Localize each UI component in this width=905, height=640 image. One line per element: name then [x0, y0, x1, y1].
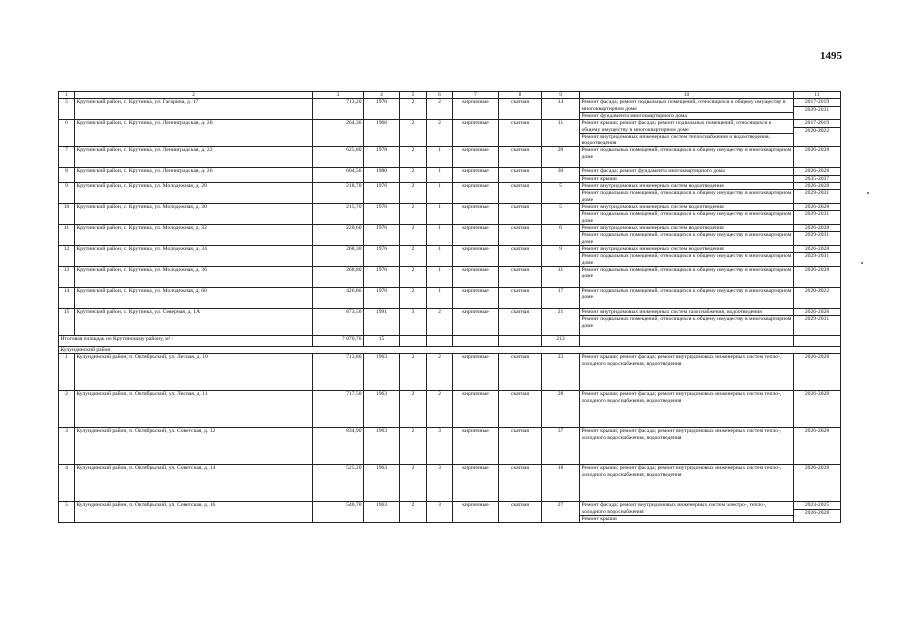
entrances-cell: 1 [427, 288, 453, 309]
period-cell [794, 428, 841, 465]
column-number: 1 [59, 92, 75, 99]
works-cell [580, 225, 794, 246]
column-number-row [59, 92, 841, 99]
floors-cell: 2 [400, 465, 427, 502]
entrances-cell: 2 [427, 309, 453, 336]
roof-type-cell: скатная [499, 120, 542, 147]
floors-cell: 2 [400, 391, 427, 428]
floors-cell: 2 [400, 267, 427, 288]
work-period: 2017-2019 [804, 120, 830, 127]
work-period: 2029-2031 [794, 231, 840, 238]
works-cell [580, 465, 794, 502]
wall-material-cell: кирпичные [453, 354, 499, 391]
period-cell [794, 147, 841, 168]
column-number: 8 [499, 92, 542, 99]
wall-material-cell: кирпичные [453, 502, 499, 523]
table-row [59, 309, 841, 336]
address-cell: Крутинский район, с. Крутинка, ул. Молодежная, д. 32 [75, 225, 313, 246]
year-cell: 1963 [364, 502, 400, 523]
table-row [59, 354, 841, 391]
floors-cell: 2 [400, 354, 427, 391]
work-item: Ремонт подвальных помещений, относящихся к общему имуществу в многоквартирном доме [581, 267, 792, 280]
works-cell [580, 204, 794, 225]
row-number: 3 [59, 428, 75, 465]
work-item: Ремонт подвальных помещений, относящихся к общему имуществу в многоквартирном доме [581, 288, 792, 301]
page-number: 1495 [820, 50, 842, 62]
row-number: 1 [59, 354, 75, 391]
floors-cell: 2 [400, 99, 427, 120]
works-cell [580, 502, 794, 523]
row-number: 12 [59, 246, 75, 267]
period-cell [794, 288, 841, 309]
column-9-cell: 17 [542, 288, 580, 309]
work-period: 2026-2028 [804, 391, 830, 398]
entrances-cell: 1 [427, 183, 453, 204]
column-number: 5 [400, 92, 427, 99]
year-cell: 1963 [364, 354, 400, 391]
area-cell: 873,50 [313, 309, 364, 336]
works-cell [580, 99, 794, 120]
works-cell [580, 183, 794, 204]
table-row [59, 465, 841, 502]
column-9-cell: 11 [542, 120, 580, 147]
area-cell: 717,50 [313, 391, 364, 428]
entrances-cell: 1 [427, 147, 453, 168]
floors-cell: 2 [400, 225, 427, 246]
wall-material-cell: кирпичные [453, 309, 499, 336]
capital-repair-table [58, 91, 841, 523]
wall-material-cell: кирпичные [453, 391, 499, 428]
entrances-cell: 3 [427, 465, 453, 502]
wall-material-cell: кирпичные [453, 183, 499, 204]
roof-type-cell: скатная [499, 465, 542, 502]
works-cell [580, 147, 794, 168]
table-row [59, 225, 841, 246]
row-number: 8 [59, 168, 75, 183]
works-cell [580, 309, 794, 336]
work-period: 2026-2028 [804, 465, 830, 472]
year-cell: 1976 [364, 288, 400, 309]
address-cell: Крутинский район, с. Крутинка, ул. Молодежная, д. 34 [75, 246, 313, 267]
roof-type-cell: скатная [499, 309, 542, 336]
column-number: 9 [542, 92, 580, 99]
total-area: 7 070,70 [313, 336, 364, 347]
column-number: 6 [427, 92, 453, 99]
row-number: 9 [59, 183, 75, 204]
work-item: Ремонт фасада; ремонт подвальных помещений, относящихся к общему имуществу в многоквартирном доме [581, 99, 786, 112]
entrances-cell: 1 [427, 168, 453, 183]
floors-cell: 2 [400, 183, 427, 204]
floors-cell: 3 [400, 309, 427, 336]
total-col4: 15 [364, 336, 400, 347]
address-cell: Крутинский район, с. Крутинка, ул. Ленинградская, д. 20 [75, 120, 313, 147]
address-cell: Крутинский район, с. Крутинка, ул. Молодежная, д. 36 [75, 267, 313, 288]
wall-material-cell: кирпичные [453, 246, 499, 267]
row-number: 5 [59, 99, 75, 120]
work-item: Ремонт подвальных помещений, относящихся к общему имуществу в многоквартирном доме [581, 316, 792, 329]
roof-type-cell: скатная [499, 267, 542, 288]
entrances-cell: 1 [427, 225, 453, 246]
area-cell: 218,70 [313, 183, 364, 204]
work-item: Ремонт внутридомовых инженерных систем водоотведения [581, 183, 724, 190]
entrances-cell: 3 [427, 502, 453, 523]
wall-material-cell: кирпичные [453, 267, 499, 288]
work-period: 2026-2028 [804, 225, 830, 232]
work-period: 2026-2028 [794, 509, 840, 516]
entrances-cell: 2 [427, 120, 453, 147]
area-cell: 215,70 [313, 204, 364, 225]
wall-material-cell: кирпичные [453, 120, 499, 147]
work-item: Ремонт крыши [580, 175, 793, 182]
column-9-cell: 23 [542, 354, 580, 391]
table-row [59, 391, 841, 428]
period-cell [794, 99, 841, 120]
period-cell [794, 309, 841, 336]
row-number: 13 [59, 267, 75, 288]
year-cell: 1963 [364, 428, 400, 465]
entrances-cell: 1 [427, 246, 453, 267]
empty-cell [427, 336, 453, 347]
work-item: Ремонт внутридомовых инженерных систем водоотведения [581, 246, 724, 253]
works-cell [580, 428, 794, 465]
address-cell: Кулундинский район, п. Октябрьский, ул. Лесная, д. 10 [75, 354, 313, 391]
column-9-cell: 21 [542, 309, 580, 336]
area-cell: 604,50 [313, 168, 364, 183]
work-period: 2029-2031 [794, 210, 840, 217]
table-row [59, 168, 841, 183]
period-cell [794, 225, 841, 246]
work-item: Ремонт крыши; ремонт фасада; ремонт внутридомовых инженерных систем тепло-, холодного водоснабжения, водоотведения [581, 465, 782, 478]
area-cell: 268,80 [313, 267, 364, 288]
entrances-cell: 1 [427, 267, 453, 288]
column-9-cell: 18 [542, 465, 580, 502]
work-item: Ремонт внутридомовых инженерных систем водоотведения [581, 225, 724, 232]
total-row [59, 336, 841, 347]
table-row [59, 120, 841, 147]
roof-type-cell: скатная [499, 99, 542, 120]
works-cell [580, 391, 794, 428]
roof-type-cell: скатная [499, 225, 542, 246]
address-cell: Кулундинский район, п. Октябрьский, ул. Советская, д. 16 [75, 502, 313, 523]
work-item: Ремонт подвальных помещений, относящихся к общему имуществу в многоквартирном доме [581, 211, 792, 224]
entrances-cell: 3 [427, 428, 453, 465]
work-item: Ремонт внутридомовых инженерных систем водоотведения [581, 204, 724, 211]
table-row [59, 502, 841, 523]
floors-cell: 2 [400, 428, 427, 465]
address-cell: Кулундинский район, п. Октябрьский, ул. Советская, д. 14 [75, 465, 313, 502]
column-9-cell: 14 [542, 99, 580, 120]
row-number: 10 [59, 204, 75, 225]
column-number: 4 [364, 92, 400, 99]
works-cell [580, 168, 794, 183]
works-cell [580, 288, 794, 309]
work-period: 2026-2028 [804, 354, 830, 361]
column-9-cell: 5 [542, 204, 580, 225]
work-period: 2026-2028 [804, 428, 830, 435]
area-cell: 540,70 [313, 502, 364, 523]
row-number: 5 [59, 502, 75, 523]
work-item: Ремонт фасада; ремонт внутридомовых инженерных систем электро-, тепло-, холодного водоснабжения [581, 502, 767, 515]
empty-cell [499, 336, 542, 347]
empty-cell [794, 336, 841, 347]
period-cell [794, 120, 841, 147]
column-9-cell: 30 [542, 168, 580, 183]
year-cell: 1963 [364, 391, 400, 428]
work-period: 2026-2028 [804, 183, 830, 190]
floors-cell: 2 [400, 502, 427, 523]
row-number: 15 [59, 309, 75, 336]
empty-cell [580, 336, 794, 347]
address-cell: Крутинский район, с. Крутинка, ул. Ленинградская, д. 22 [75, 147, 313, 168]
works-cell [580, 354, 794, 391]
scan-speck [861, 262, 863, 264]
empty-cell [453, 336, 499, 347]
row-number: 2 [59, 391, 75, 428]
work-period: 2029-2031 [794, 106, 840, 113]
address-cell: Кулундинский район, п. Октябрьский, ул. Советская, д. 12 [75, 428, 313, 465]
roof-type-cell: скатная [499, 168, 542, 183]
work-period: 2026-2028 [804, 267, 830, 274]
table-row [59, 204, 841, 225]
wall-material-cell: кирпичные [453, 288, 499, 309]
period-cell [794, 465, 841, 502]
roof-type-cell: скатная [499, 246, 542, 267]
table-row [59, 267, 841, 288]
roof-type-cell: скатная [499, 204, 542, 225]
year-cell: 1976 [364, 99, 400, 120]
table-row [59, 183, 841, 204]
work-item: Ремонт крыши; ремонт фасада; ремонт внутридомовых инженерных систем тепло-, холодного водоснабжения, водоотведения [581, 391, 782, 404]
table-row [59, 99, 841, 120]
area-cell: 713,80 [313, 354, 364, 391]
column-9-cell: 9 [542, 246, 580, 267]
area-cell: 268,30 [313, 246, 364, 267]
floors-cell: 2 [400, 204, 427, 225]
row-number: 6 [59, 120, 75, 147]
work-item: Ремонт крыши; ремонт фасада; ремонт внутридомовых инженерных систем тепло-, холодного водоснабжения, водоотведения [581, 354, 782, 367]
row-number: 7 [59, 147, 75, 168]
period-cell [794, 183, 841, 204]
roof-type-cell: скатная [499, 183, 542, 204]
work-period: 2020-2022 [794, 127, 840, 134]
area-cell: 625,80 [313, 147, 364, 168]
year-cell: 1976 [364, 183, 400, 204]
area-cell: 264,30 [313, 120, 364, 147]
column-9-cell: 20 [542, 147, 580, 168]
work-period: 2029-2031 [794, 189, 840, 196]
work-period: 2026-2028 [804, 168, 830, 175]
empty-cell [400, 336, 427, 347]
work-period: 2023-2025 [804, 502, 830, 509]
table-row [59, 428, 841, 465]
address-cell: Крутинский район, с. Крутинка, ул. Молодежная, д. 30 [75, 204, 313, 225]
area-cell: 220,60 [313, 225, 364, 246]
column-9-cell: 37 [542, 428, 580, 465]
work-item: Ремонт подвальных помещений, относящихся к общему имуществу в многоквартирном доме [581, 232, 792, 245]
wall-material-cell: кирпичные [453, 204, 499, 225]
entrances-cell: 2 [427, 354, 453, 391]
column-9-cell: 11 [542, 267, 580, 288]
column-9-cell: 5 [542, 183, 580, 204]
column-number: 7 [453, 92, 499, 99]
floors-cell: 2 [400, 120, 427, 147]
roof-type-cell: скатная [499, 428, 542, 465]
wall-material-cell: кирпичные [453, 147, 499, 168]
year-cell: 1980 [364, 168, 400, 183]
wall-material-cell: кирпичные [453, 99, 499, 120]
work-period: 2026-2028 [804, 204, 830, 211]
wall-material-cell: кирпичные [453, 168, 499, 183]
year-cell: 1963 [364, 465, 400, 502]
work-period: 2026-2028 [804, 246, 830, 253]
row-number: 11 [59, 225, 75, 246]
work-period: 2026-2028 [804, 147, 830, 154]
wall-material-cell: кирпичные [453, 225, 499, 246]
wall-material-cell: кирпичные [453, 428, 499, 465]
period-cell [794, 204, 841, 225]
work-item: Ремонт подвальных помещений, относящихся к общему имуществу в многоквартирном доме [581, 253, 792, 266]
column-number: 2 [75, 92, 313, 99]
work-item: Ремонт фундамента многоквартирного дома [580, 112, 793, 119]
work-period: 2020-2022 [804, 288, 830, 295]
entrances-cell: 2 [427, 391, 453, 428]
floors-cell: 2 [400, 147, 427, 168]
total-col9: 213 [542, 336, 580, 347]
table-row [59, 147, 841, 168]
table-row [59, 246, 841, 267]
roof-type-cell: скатная [499, 288, 542, 309]
table-body [59, 92, 841, 523]
year-cell: 1976 [364, 225, 400, 246]
works-cell [580, 267, 794, 288]
work-item: Ремонт крыши; ремонт фасада; ремонт внутридомовых инженерных систем тепло-, холодного водоснабжения, водоотведения [581, 428, 782, 441]
row-number: 4 [59, 465, 75, 502]
year-cell: 1976 [364, 246, 400, 267]
address-cell: Крутинский район, с. Крутинка, ул. Молодежная, д. 28 [75, 183, 313, 204]
area-cell: 525,20 [313, 465, 364, 502]
floors-cell: 2 [400, 168, 427, 183]
column-9-cell: 28 [542, 391, 580, 428]
work-item: Ремонт внутридомовых инженерных систем газоснабжения, водоотведения [581, 309, 762, 316]
address-cell: Крутинский район, с. Крутинка, ул. Молодежная, д. 60 [75, 288, 313, 309]
work-period: 2029-2031 [794, 252, 840, 259]
column-9-cell: 27 [542, 502, 580, 523]
section-header-row [59, 347, 841, 354]
roof-type-cell: скатная [499, 502, 542, 523]
work-item: Ремонт внутридомовых инженерных систем теплоснабжения и водоотведения, водоотведения [580, 133, 793, 147]
total-label: Итоговая площадь по Крутинскому району, м² : [59, 336, 313, 347]
column-number: 10 [580, 92, 794, 99]
year-cell: 1976 [364, 267, 400, 288]
address-cell: Крутинский район, с. Крутинка, ул. Северная, д. 1А [75, 309, 313, 336]
section-title: Кулундинский район [59, 347, 841, 354]
area-cell: 426,80 [313, 288, 364, 309]
year-cell: 1976 [364, 204, 400, 225]
work-item: Ремонт крыши [580, 515, 793, 522]
floors-cell: 2 [400, 246, 427, 267]
work-item: Ремонт подвальных помещений, относящихся к общему имуществу в многоквартирном доме [581, 147, 792, 160]
row-number: 14 [59, 288, 75, 309]
works-cell [580, 120, 794, 147]
year-cell: 1991 [364, 309, 400, 336]
work-item: Ремонт фасада; ремонт фундамента многоквартирного дома [581, 168, 725, 175]
work-period: 2035-2037 [794, 175, 840, 182]
entrances-cell: 1 [427, 204, 453, 225]
roof-type-cell: скатная [499, 354, 542, 391]
scan-speck [867, 192, 869, 194]
period-cell [794, 168, 841, 183]
works-cell [580, 246, 794, 267]
wall-material-cell: кирпичные [453, 465, 499, 502]
roof-type-cell: скатная [499, 147, 542, 168]
period-cell [794, 354, 841, 391]
address-cell: Крутинский район, с. Крутинка, ул. Ленинградская, д. 26 [75, 168, 313, 183]
table-row [59, 288, 841, 309]
work-period: 2017-2019 [804, 99, 830, 106]
period-cell [794, 246, 841, 267]
year-cell: 1966 [364, 120, 400, 147]
floors-cell: 2 [400, 288, 427, 309]
year-cell: 1978 [364, 147, 400, 168]
work-item: Ремонт крыши; ремонт фасада; ремонт подвальных помещений, относящихся к общему имуществу в многоквартирном доме [581, 120, 772, 133]
roof-type-cell: скатная [499, 391, 542, 428]
entrances-cell: 2 [427, 99, 453, 120]
address-cell: Крутинский район, с. Крутинка, ул. Гагарина, д. 17 [75, 99, 313, 120]
work-period: 2029-2031 [794, 315, 840, 322]
period-cell [794, 267, 841, 288]
column-9-cell: 6 [542, 225, 580, 246]
period-cell [794, 391, 841, 428]
column-number: 11 [794, 92, 841, 99]
area-cell: 834,90 [313, 428, 364, 465]
work-period: 2026-2028 [804, 309, 830, 316]
area-cell: 713,20 [313, 99, 364, 120]
work-item: Ремонт подвальных помещений, относящихся к общему имуществу в многоквартирном доме [581, 190, 792, 203]
address-cell: Кулундинский район, п. Октябрьский, ул. Лесная, д. 11 [75, 391, 313, 428]
column-number: 3 [313, 92, 364, 99]
period-cell [794, 502, 841, 523]
